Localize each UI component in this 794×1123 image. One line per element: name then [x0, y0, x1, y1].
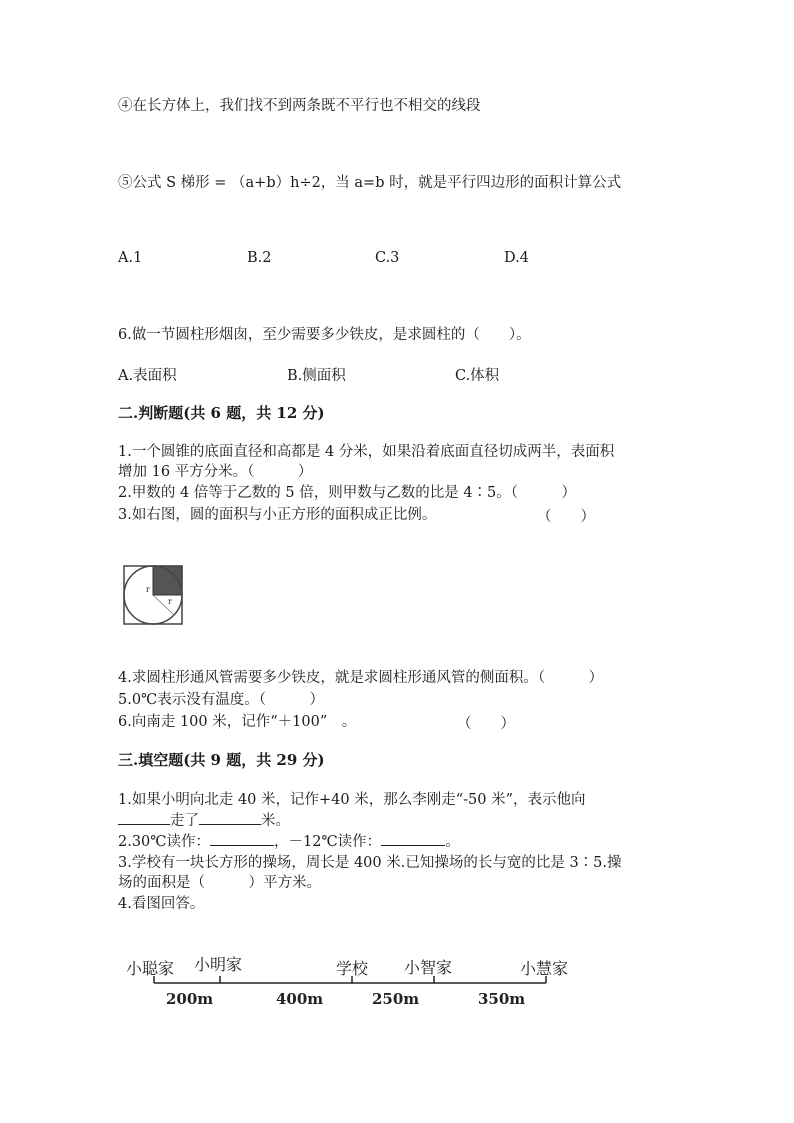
- distance-350: 350m: [478, 990, 526, 1008]
- s3-q1-line1: 1.如果小明向北走 40 米，记作+40 米，那么李刚走“-50 米”，表示他向: [118, 792, 586, 808]
- q5-option-b[interactable]: B.2: [247, 250, 272, 266]
- s3-q1-blank-direction[interactable]: [118, 810, 170, 825]
- s3-q2-part-a: 2.30℃读作：: [118, 834, 211, 850]
- statement-5: ⑤公式 S 梯形 = （a+b）h÷2，当 a=b 时，就是平行四边形的面积计算公式: [118, 175, 622, 191]
- q5-option-c[interactable]: C.3: [375, 250, 400, 266]
- place-xiaozhi: 小智家: [404, 958, 453, 977]
- q6-option-a[interactable]: A.表面积: [118, 368, 177, 384]
- s3-q2: [118, 831, 460, 852]
- distance-400: 400m: [276, 990, 324, 1008]
- s3-q2-part-c: 。: [445, 834, 460, 850]
- distance-200: 200m: [166, 990, 214, 1008]
- radius-label-right: r: [168, 597, 172, 606]
- s2-q3: 3.如右图，圆的面积与小正方形的面积成正比例。: [118, 507, 437, 523]
- section-2-title: 二.判断题(共 6 题，共 12 分): [118, 404, 325, 422]
- s2-q6-answer-paren[interactable]: （ ）: [457, 716, 515, 732]
- s2-q5: 5.0℃表示没有温度。（ ）: [118, 692, 325, 708]
- distance-250: 250m: [372, 990, 420, 1008]
- place-school: 学校: [336, 959, 369, 978]
- s2-q1-line2: 增加 16 平方分米。（ ）: [118, 464, 313, 480]
- circle-square-figure: [118, 558, 188, 632]
- s2-q1-line1: 1.一个圆锥的底面直径和高都是 4 分米，如果沿着底面直径切成两半，表面积: [118, 444, 615, 460]
- s3-q3-line1: 3.学校有一块长方形的操场，周长是 400 米.已知操场的长与宽的比是 3∶5.操: [118, 855, 622, 871]
- s3-q1-mid: 走了: [170, 813, 199, 829]
- s3-q3-line2: 场的面积是（ ）平方米。: [118, 875, 321, 891]
- q5-option-d[interactable]: D.4: [504, 250, 529, 266]
- radius-label-left: r: [146, 585, 150, 594]
- distance-number-line: [110, 950, 600, 1015]
- s2-q3-answer-paren[interactable]: （ ）: [537, 509, 595, 525]
- place-xiaocong: 小聪家: [126, 959, 175, 978]
- s3-q2-blank-2[interactable]: [381, 831, 445, 846]
- s2-q4: 4.求圆柱形通风管需要多少铁皮，就是求圆柱形通风管的侧面积。（ ）: [118, 670, 604, 686]
- s3-q1-line2: [118, 810, 290, 831]
- s3-q2-part-b: ，－12℃读作：: [274, 834, 382, 850]
- q6-option-c[interactable]: C.体积: [455, 368, 500, 384]
- s3-q1-end: 米。: [261, 813, 290, 829]
- q5-option-a[interactable]: A.1: [118, 250, 143, 266]
- section-3-title: 三.填空题(共 9 题，共 29 分): [118, 751, 325, 769]
- place-xiaoming: 小明家: [194, 955, 243, 974]
- q6-stem: 6.做一节圆柱形烟囱，至少需要多少铁皮，是求圆柱的（ ）。: [118, 327, 531, 343]
- s2-q6: 6.向南走 100 米，记作“＋100” 。: [118, 714, 357, 730]
- q6-option-b[interactable]: B.侧面积: [287, 368, 346, 384]
- place-xiaohui: 小慧家: [520, 959, 569, 978]
- s3-q2-blank-1[interactable]: [210, 831, 274, 846]
- s2-q2: 2.甲数的 4 倍等于乙数的 5 倍，则甲数与乙数的比是 4∶5。（ ）: [118, 485, 577, 501]
- statement-4: ④在长方体上，我们找不到两条既不平行也不相交的线段: [118, 98, 481, 114]
- s3-q4: 4.看图回答。: [118, 896, 205, 912]
- s3-q1-blank-distance[interactable]: [199, 810, 261, 825]
